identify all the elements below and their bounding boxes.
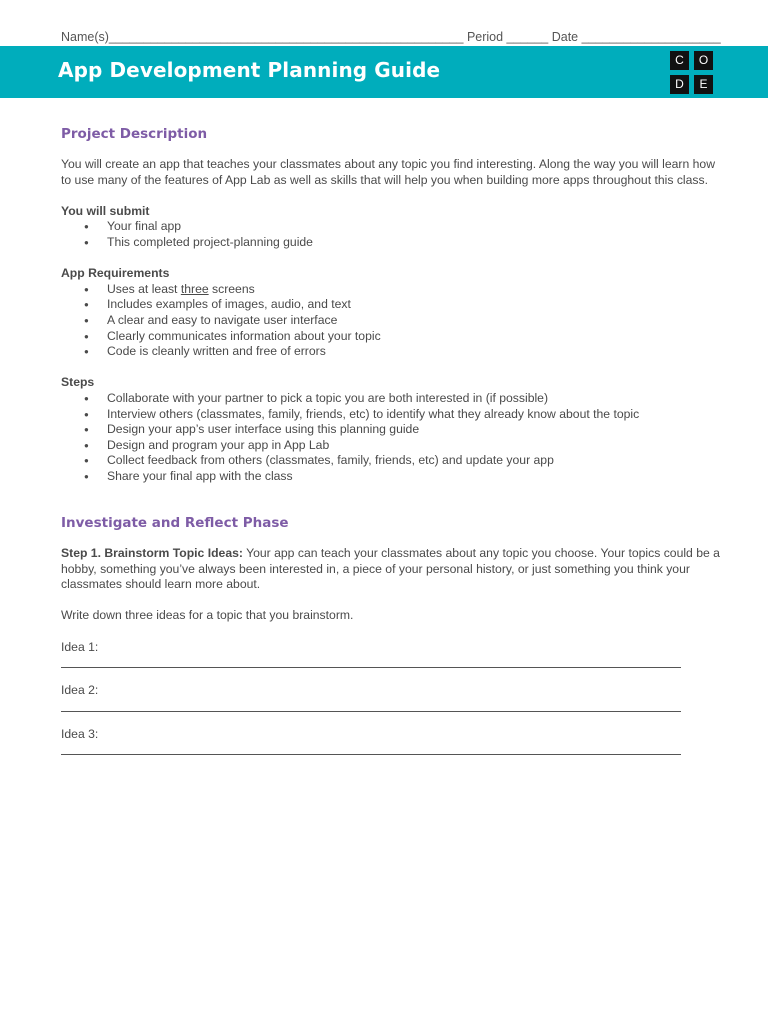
- requirement-item: ● A clear and easy to navigate user interface: [107, 313, 726, 329]
- requirement-item: ● Clearly communicates information about your topic: [107, 329, 726, 345]
- requirements-list: [61, 282, 726, 360]
- steps-heading: Steps: [61, 375, 95, 390]
- step-item: ● Share your final app with the class: [107, 469, 726, 485]
- step1-text: Your app can teach your classmates about any topic you choose. Your topics could be a hobby, something you’ve always been interested in, a piece of your personal history, or just something you think your classmates should learn more about.: [61, 546, 720, 592]
- logo-letter-d: D: [670, 75, 689, 94]
- project-description-heading: Project Description: [61, 126, 208, 142]
- submit-heading: You will submit: [61, 203, 150, 218]
- project-description-text: You will create an app that teaches your classmates about any topic you find interesting. Along the way you will learn how to use many of the features of App Lab as well as skills that will help you when building more apps throughout this class.: [61, 157, 715, 187]
- submit-item: ● This completed project-planning guide: [107, 235, 726, 251]
- step1-paragraph: [61, 546, 726, 593]
- logo-letter-e: E: [694, 75, 713, 94]
- investigate-heading: Investigate and Reflect Phase: [61, 515, 289, 532]
- code-logo: [670, 51, 714, 95]
- page-title: App Development Planning Guide: [58, 58, 441, 82]
- submit-item: ● Your final app: [107, 219, 726, 235]
- name-period-date-line[interactable]: Name(s)___________________________________________________ Period ______ Date ____________________: [61, 30, 721, 44]
- step-item: ● Collaborate with your partner to pick a topic you are both interested in (if possible): [107, 391, 726, 407]
- requirement-emphasis: three: [180, 281, 209, 296]
- submit-list: [61, 219, 726, 250]
- idea-label: Idea 3:: [61, 726, 99, 741]
- idea-answer-line[interactable]: [61, 699, 681, 712]
- brainstorm-instruction: Write down three ideas for a topic that you brainstorm.: [61, 608, 354, 623]
- idea-label: Idea 2:: [61, 683, 99, 698]
- requirement-item: ● Code is cleanly written and free of errors: [107, 344, 726, 360]
- requirement-item: ● Includes examples of images, audio, and text: [107, 297, 726, 313]
- idea-label: Idea 1:: [61, 639, 99, 654]
- logo-letter-o: O: [694, 51, 713, 70]
- step-item: ● Collect feedback from others (classmates, family, friends, etc) and update your app: [107, 453, 726, 469]
- requirement-item: [107, 282, 726, 298]
- title-banner: [0, 46, 768, 98]
- step-item: ● Design your app’s user interface using this planning guide: [107, 422, 726, 438]
- logo-letter-c: C: [670, 51, 689, 70]
- step-item: ● Design and program your app in App Lab: [107, 438, 726, 454]
- step1-label: Step 1. Brainstorm Topic Ideas:: [61, 546, 243, 561]
- document-body: [61, 125, 726, 770]
- idea-answer-line[interactable]: [61, 742, 681, 755]
- section-spacer: [61, 500, 726, 514]
- idea-answer-line[interactable]: [61, 655, 681, 668]
- step-item: ● Interview others (classmates, family, friends, etc) to identify what they already know about the topic: [107, 407, 726, 423]
- requirement-text: screens: [208, 281, 255, 296]
- requirements-heading: App Requirements: [61, 266, 170, 281]
- steps-list: [61, 391, 726, 485]
- requirement-text: Uses at least: [107, 281, 181, 296]
